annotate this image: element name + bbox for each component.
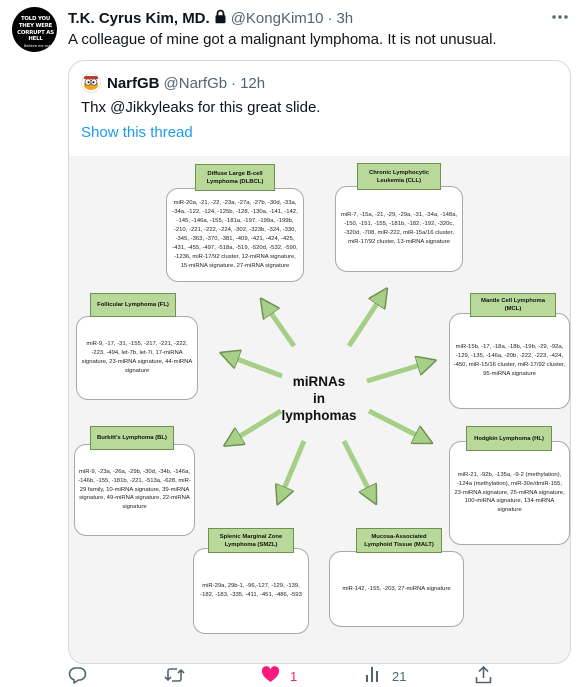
quoted-author-avatar[interactable]: [81, 73, 101, 93]
arrow-to-hl: [369, 411, 424, 439]
bl-label-text: Burkitt's Lymphoma (BL): [97, 435, 167, 441]
mcl-mirna-list: [449, 313, 570, 409]
separator-dot: ·: [231, 74, 237, 92]
reply-icon: [68, 666, 87, 687]
bl-mirna-text: miR-9, -23a, -26a, -29b, -30d, -34b, -146a, -146b, -155, -181b, -221, -513a, -628, miR-29 family, 10-miRNA signature, 39-miRNA signature, 49-miRNA signature, 22-miRNA signature: [78, 468, 191, 511]
mcl-label: [470, 293, 556, 317]
arrow-to-malt: [344, 441, 372, 496]
quoted-tweet-text: Thx @Jikkyleaks for this great slide.: [81, 99, 321, 116]
malt-label: [356, 528, 442, 553]
more-options-icon[interactable]: [549, 8, 571, 26]
author-handle[interactable]: @KongKim10: [230, 10, 324, 27]
slide-center-title: [274, 373, 364, 424]
fl-mirna-text: miR-9, -17, -31, -155, -217, -221, -222, -223, -494, let-7b, let-7i, 17-miRNA signature, 23-miRNA signature, 44-miRNA signature: [81, 341, 193, 374]
malt-mirna-list: [329, 551, 464, 627]
fl-label-text: Follicular Lymphoma (FL): [97, 302, 169, 308]
quoted-tweet-time[interactable]: 12h: [240, 74, 266, 92]
tweet-header: [68, 9, 353, 28]
views-chart-icon: [365, 666, 382, 686]
quoted-author-name[interactable]: NarfGB: [107, 74, 160, 92]
dlbcl-label: [195, 164, 275, 191]
smzl-label-text: Splenic Marginal Zone Lymphoma (SMZL): [219, 533, 283, 548]
hl-label: [466, 426, 552, 451]
share-button[interactable]: [475, 666, 492, 687]
lock-icon: [214, 9, 227, 28]
quoted-tweet-header: [81, 73, 265, 93]
hl-label-text: Hodgkin Lymphoma (HL): [474, 435, 544, 442]
fl-label: [90, 293, 176, 317]
tweet-action-bar: [68, 664, 571, 687]
views-button[interactable]: [365, 666, 406, 686]
malt-mirna-text: miR-142, -155, -203, 27-miRNA signature: [342, 585, 451, 592]
malt-label-text: Mucosa-Associated Lymphoid Tissue (MALT): [364, 533, 434, 548]
hl-mirna-list: [449, 441, 570, 545]
heart-icon: [261, 666, 280, 686]
dlbcl-mirna-text: miR-20a, -21, -22, -23a, -27a, -27b, -30d, -33a, -34a, -122, -124, -125b, -128, -130a, -141, -142, -145, -146a, -155, -181a, -197, -199a, -199b, -210, -221, -222, -224, -302, -323b, -324, -330, -345, -363, -370, -381, -409, -421, -424, -425, -431, -455, -497, -518a, -519, -520d, -532, -590, -1236, miR-17/92 cluster, 12-miRNA signature, 15-miRNA signature, 27-miRNA signature: [172, 200, 298, 269]
center-title-line2: in: [313, 391, 325, 406]
like-count: 1: [290, 668, 298, 684]
center-title-line3: lymphomas: [281, 408, 357, 423]
bl-mirna-list: [74, 444, 195, 536]
mcl-mirna-text: miR-15b, -17, -18a, -18b, -19b, -29, -92a, -129, -135, -146a, -20b, -222, -223, -424, -450, miR-15/16 cluster, miR-17/92 cluster, 95-miRNA signature: [453, 344, 566, 377]
quoted-author-handle[interactable]: @NarfGb: [163, 74, 228, 92]
retweet-button[interactable]: [164, 666, 195, 687]
reply-button[interactable]: [68, 666, 97, 687]
smzl-mirna-text: miR-29a, 29b-1, -96,-127, -129, -139, -182, -183, -335, -411, -451, -486, -593: [200, 583, 302, 598]
quoted-tweet[interactable]: [68, 60, 571, 664]
cll-label-text: Chronic Lymphocytic Leukemia (CLL): [368, 169, 429, 184]
arrow-to-dlbcl: [266, 306, 294, 346]
bl-label: [90, 426, 174, 450]
dlbcl-mirna-list: [166, 188, 304, 282]
smzl-mirna-list: [193, 548, 309, 634]
dlbcl-label-text: Diffuse Large B-cell Lymphoma (DLBCL): [206, 170, 264, 185]
smzl-label: [208, 528, 294, 553]
tweet-text: A colleague of mine got a malignant lymphoma. It is not unusual.: [68, 31, 497, 48]
author-avatar[interactable]: [12, 7, 57, 52]
hl-mirna-text: miR-21, -92b, -135a, -9-2 (methylation), -124a (methylation), miR-30e/dmiR-155, 23-miRNA signature, 25-miRNA signature, 100-miRNA signature, 134-miRNA signature: [454, 471, 565, 514]
like-button[interactable]: [261, 666, 297, 686]
cll-mirna-text: miR-7, -15a, -21, -29, -29a, -31, -34a, -148a, -150, -151, -155, -181b, -182, -192, -320c, -320d, -708, miR-222, miR-15a/16 cluster, miR-17/92 cluster, 13-miRNA signature: [340, 212, 458, 245]
views-count: 21: [392, 668, 407, 684]
retweet-icon: [164, 666, 185, 687]
arrow-to-cll: [349, 296, 382, 346]
center-title-line1: miRNAs: [292, 374, 346, 389]
fl-mirna-list: [76, 316, 198, 400]
lymphoma-mirna-slide[interactable]: [69, 156, 570, 664]
author-name[interactable]: T.K. Cyrus Kim, MD.: [68, 10, 210, 27]
tweet-time[interactable]: 3h: [336, 10, 354, 27]
show-thread-link[interactable]: Show this thread: [81, 124, 193, 141]
avatar-small-text: Believe me ma...: [24, 44, 54, 48]
arrow-to-smzl: [281, 441, 304, 496]
cll-label: [357, 163, 441, 190]
separator-dot: ·: [327, 10, 333, 27]
cll-mirna-list: [335, 186, 463, 272]
arrow-to-mcl: [367, 363, 427, 381]
avatar-text: TOLD YOU THEY WERE CORRUPT AS HELL: [17, 16, 54, 43]
share-icon: [475, 666, 492, 687]
mcl-label-text: Mantle Cell Lymphoma (MCL): [481, 298, 545, 312]
